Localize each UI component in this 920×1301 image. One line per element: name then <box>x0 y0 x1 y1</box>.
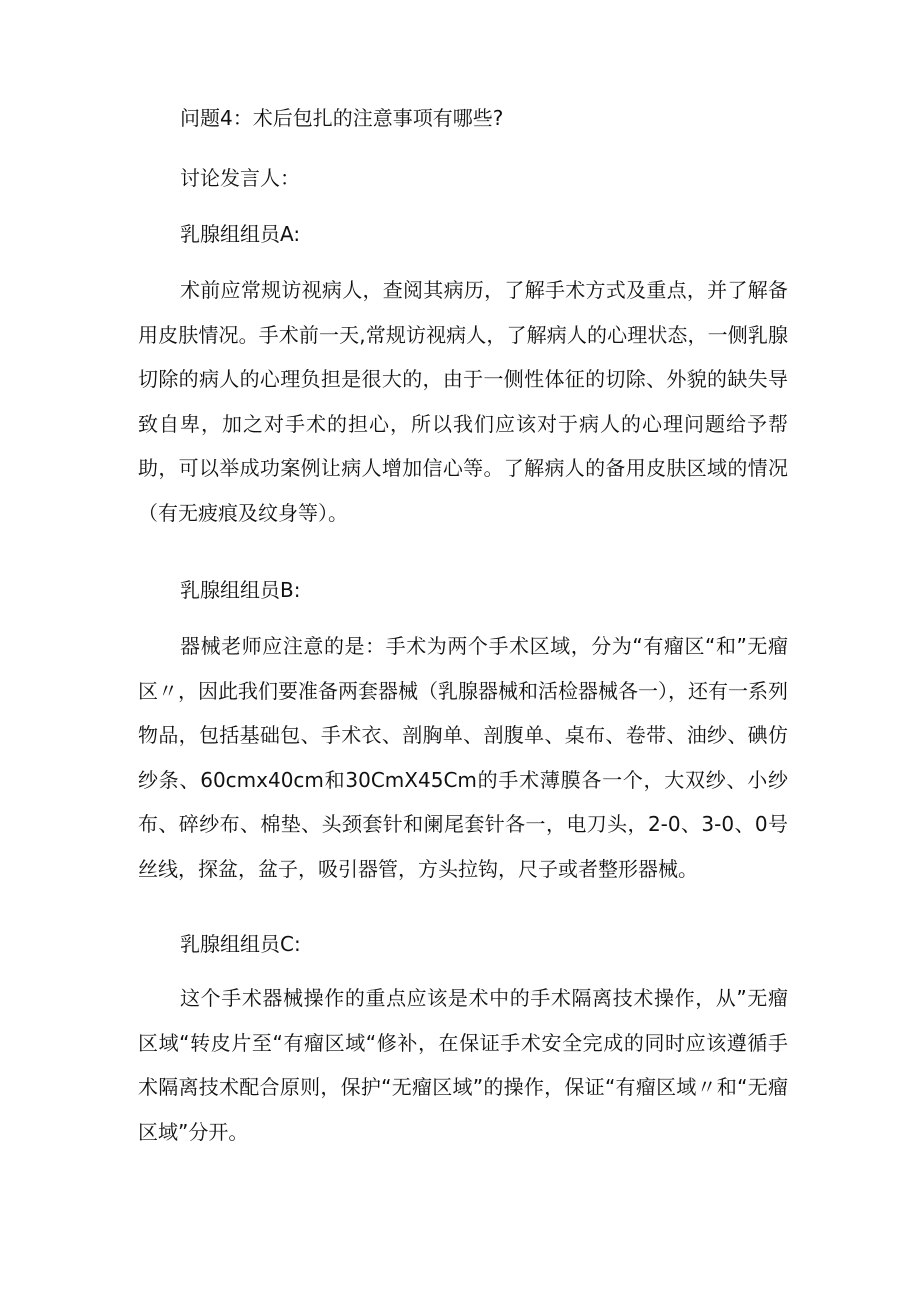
speaker-name-b: 乳腺组组员B: <box>180 578 301 602</box>
speaker-name-c: 乳腺组组员C: <box>180 932 301 956</box>
speaker-text-b: 器械老师应注意的是：手术为两个手术区域，分为“有瘤区“和”无瘤区〃，因此我们要准备两套器械（乳腺器械和活检器械各一），还有一系列物品，包括基础包、手术衣、剖胸单、剖腹单、桌布、卷带、油纱、碘仿纱条、60cmx40cm和30CmX45Cm的手术薄膜各一个，大双纱、小纱布、碎纱布、棉垫、头颈套针和阑尾套针各一，电刀头，2-0、3-0、0号丝线，探盆，盆子，吸引器管，方头拉钩，尺子或者整形器械。 <box>138 634 788 881</box>
speaker-text-c: 这个手术器械操作的重点应该是术中的手术隔离技术操作，从”无瘤区域“转皮片至“有瘤区域“修补，在保证手术安全完成的同时应该遵循手术隔离技术配合原则，保护“无瘤区域”的操作，保证“有瘤区域〃和“无瘤区域”分开。 <box>138 986 788 1144</box>
speaker-text-a: 术前应常规访视病人，查阅其病历，了解手术方式及重点，并了解备用皮肤情况。手术前一天,常规访视病人，了解病人的心理状态，一侧乳腺切除的病人的心理负担是很大的，由于一侧性体征的切除、外貌的缺失导致自卑，加之对手术的担心，所以我们应该对于病人的心理问题给予帮助，可以举成功案例让病人增加信心等。了解病人的备用皮肤区域的情况（有无疲痕及纹身等）。 <box>138 278 788 525</box>
question-heading: 问题4：术后包扎的注意事项有哪些? <box>180 106 504 130</box>
speaker-name-a: 乳腺组组员A: <box>180 222 301 246</box>
speakers-label: 讨论发言人： <box>180 166 300 190</box>
